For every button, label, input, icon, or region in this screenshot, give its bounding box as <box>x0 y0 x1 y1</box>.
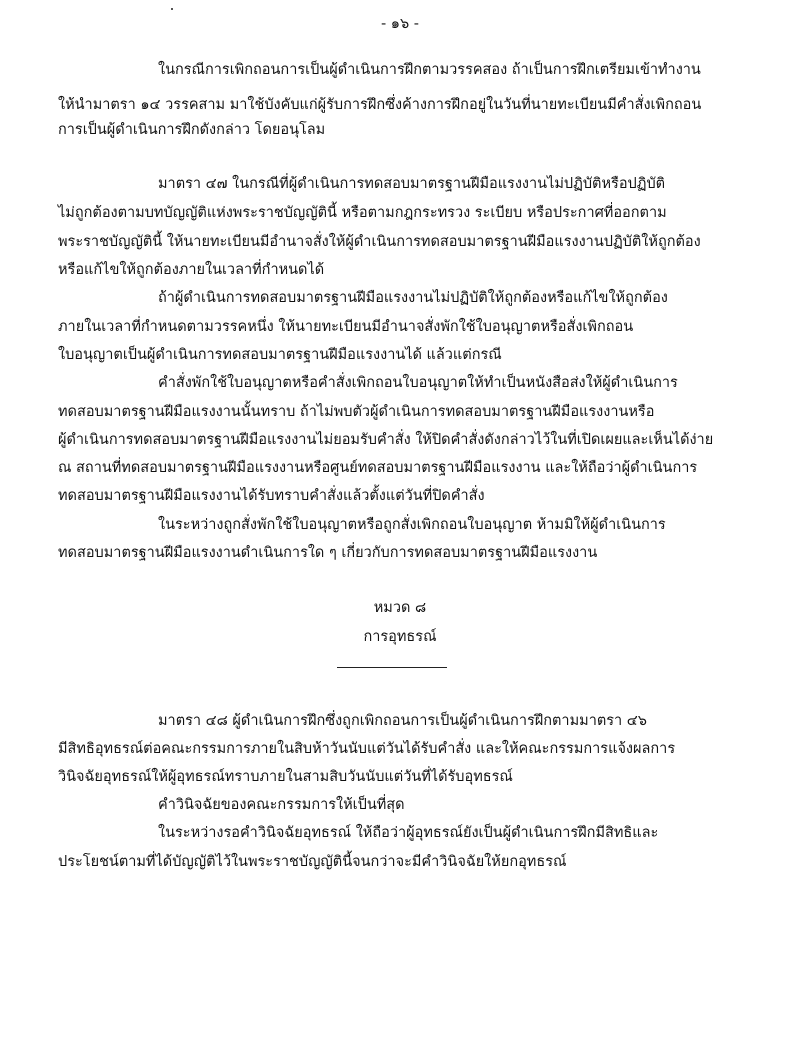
paragraph-line: การเป็นผู้ดำเนินการฝึกดังกล่าว โดยอนุโลม <box>58 122 326 138</box>
paragraph-line: ถ้าผู้ดำเนินการทดสอบมาตรฐานฝีมือแรงงานไม่ปฏิบัติให้ถูกต้องหรือแก้ไขให้ถูกต้อง <box>158 290 668 306</box>
paragraph-line: ในกรณีการเพิกถอนการเป็นผู้ดำเนินการฝึกตามวรรคสอง ถ้าเป็นการฝึกเตรียมเข้าทำงาน <box>158 62 701 78</box>
chapter-title: การอุทธรณ์ <box>363 629 437 645</box>
paragraph-line: ณ สถานที่ทดสอบมาตรฐานฝีมือแรงงานหรือศูนย์ทดสอบมาตรฐานฝีมือแรงงาน และให้ถือว่าผู้ดำเนินการ <box>58 460 698 476</box>
scan-speck <box>171 8 173 10</box>
paragraph-line: ทดสอบมาตรฐานฝีมือแรงงานนั้นทราบ ถ้าไม่พบตัวผู้ดำเนินการทดสอบมาตรฐานฝีมือแรงงานหรือ <box>58 404 655 420</box>
paragraph-line: ในระหว่างถูกสั่งพักใช้ใบอนุญาตหรือถูกสั่งเพิกถอนใบอนุญาต ห้ามมิให้ผู้ดำเนินการ <box>158 517 666 533</box>
paragraph-line: ในระหว่างรอคำวินิจฉัยอุทธรณ์ ให้ถือว่าผู้อุทธรณ์ยังเป็นผู้ดำเนินการฝึกมีสิทธิและ <box>158 825 659 841</box>
paragraph-line: คำวินิจฉัยของคณะกรรมการให้เป็นที่สุด <box>158 797 405 813</box>
page-number: - ๑๖ - <box>380 16 420 32</box>
paragraph-line: ทดสอบมาตรฐานฝีมือแรงงานดำเนินการใด ๆ เกี่ยวกับการทดสอบมาตรฐานฝีมือแรงงาน <box>58 545 598 561</box>
paragraph-line: ใบอนุญาตเป็นผู้ดำเนินการทดสอบมาตรฐานฝีมือแรงงานได้ แล้วแต่กรณี <box>58 347 502 363</box>
paragraph-line: คำสั่งพักใช้ใบอนุญาตหรือคำสั่งเพิกถอนใบอนุญาตให้ทำเป็นหนังสือส่งให้ผู้ดำเนินการ <box>158 375 678 391</box>
paragraph-line: หรือแก้ไขให้ถูกต้องภายในเวลาที่กำหนดได้ <box>58 262 325 278</box>
paragraph-line: ไม่ถูกต้องตามบทบัญญัติแห่งพระราชบัญญัตินี้ หรือตามกฎกระทรวง ระเบียบ หรือประกาศที่ออกตาม <box>58 205 667 221</box>
paragraph-line: ภายในเวลาที่กำหนดตามวรรคหนึ่ง ให้นายทะเบียนมีอำนาจสั่งพักใช้ใบอนุญาตหรือสั่งเพิกถอน <box>58 319 634 335</box>
section-47-line: มาตรา ๔๗ ในกรณีที่ผู้ดำเนินการทดสอบมาตรฐานฝีมือแรงงานไม่ปฏิบัติหรือปฏิบัติ <box>158 176 666 192</box>
section-48-line: มาตรา ๔๘ ผู้ดำเนินการฝึกซึ่งถูกเพิกถอนการเป็นผู้ดำเนินการฝึกตามมาตรา ๔๖ <box>158 713 647 729</box>
chapter-number: หมวด ๘ <box>373 600 427 616</box>
paragraph-line: ให้นำมาตรา ๑๔ วรรคสาม มาใช้บังคับแก่ผู้รับการฝึกซึ่งค้างการฝึกอยู่ในวันที่นายทะเบียนมีคำสั่งเพิกถอน <box>58 97 702 113</box>
paragraph-line: วินิจฉัยอุทธรณ์ให้ผู้อุทธรณ์ทราบภายในสามสิบวันนับแต่วันที่ได้รับอุทธรณ์ <box>58 769 513 785</box>
paragraph-line: ประโยชน์ตามที่ได้บัญญัติไว้ในพระราชบัญญัตินี้จนกว่าจะมีคำวินิจฉัยให้ยกอุทธรณ์ <box>58 854 567 870</box>
paragraph-line: ทดสอบมาตรฐานฝีมือแรงงานได้รับทราบคำสั่งแล้วตั้งแต่วันที่ปิดคำสั่ง <box>58 488 485 504</box>
paragraph-line: มีสิทธิอุทธรณ์ต่อคณะกรรมการภายในสิบห้าวันนับแต่วันได้รับคำสั่ง และให้คณะกรรมการแจ้งผลการ <box>58 741 676 757</box>
chapter-divider <box>337 667 447 668</box>
paragraph-line: ผู้ดำเนินการทดสอบมาตรฐานฝีมือแรงงานไม่ยอมรับคำสั่ง ให้ปิดคำสั่งดังกล่าวไว้ในที่เปิดเผยและเห็นได้ง่าย <box>58 432 714 448</box>
paragraph-line: พระราชบัญญัตินี้ ให้นายทะเบียนมีอำนาจสั่งให้ผู้ดำเนินการทดสอบมาตรฐานฝีมือแรงงานปฏิบัติให้ถูกต้อง <box>58 234 701 250</box>
